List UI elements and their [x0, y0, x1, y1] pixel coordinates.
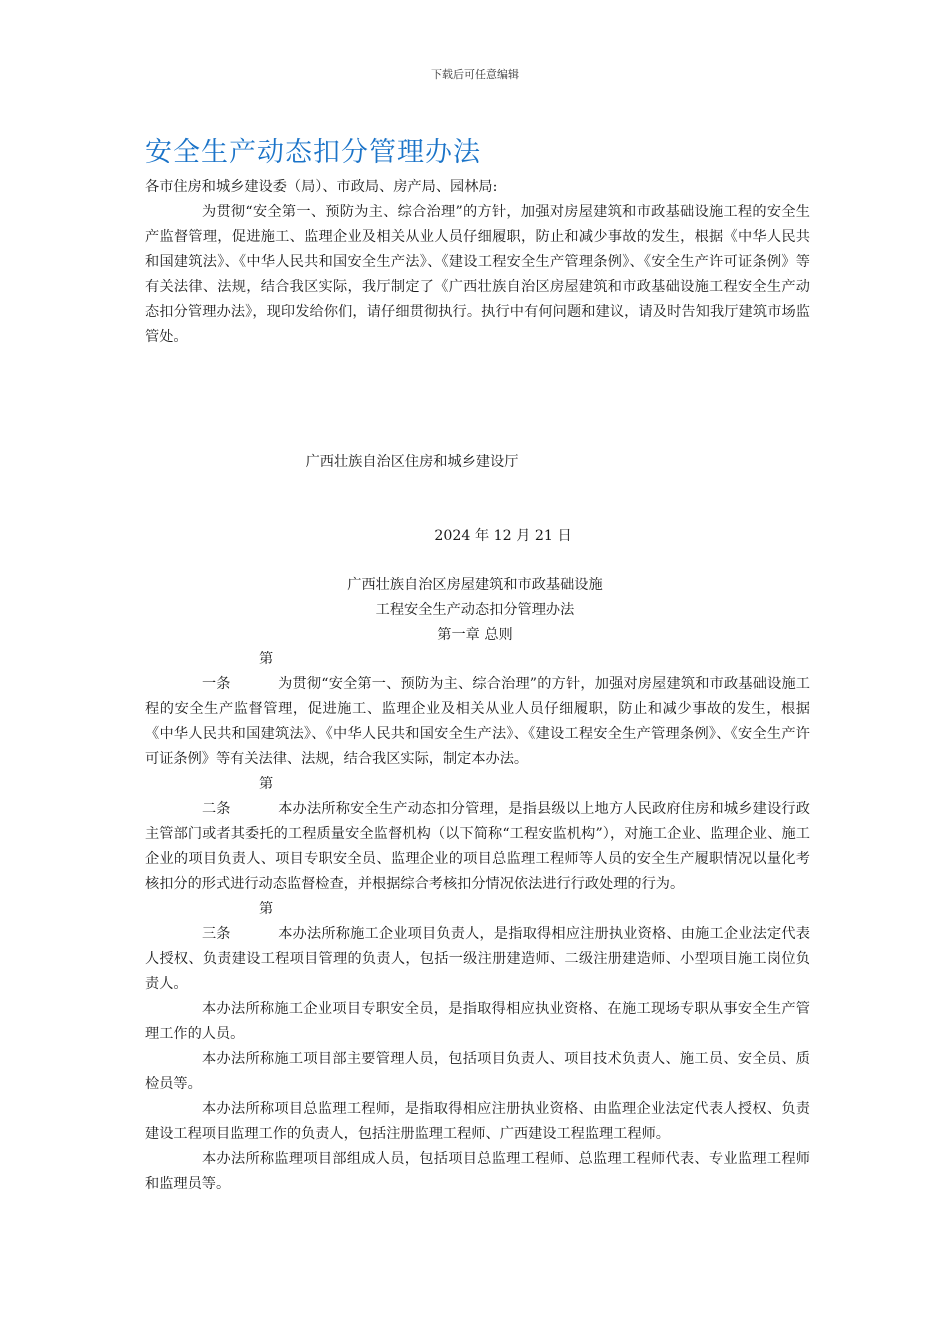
article-text: 本办法所称安全生产动态扣分管理，是指县级以上地方人民政府住房和城乡建设行政主管部门或者其委托的工程质量安全监督机构（以下简称“工程安监机构”），对施工企业、监理企业、施工企业的项目负责人、项目专职安全员、监理企业的项目总监理工程师等人员的安全生产履职情况以量化考核扣分的形式进行动态监督检查，并根据综合考核扣分情况依法进行行政处理的行为。: [145, 801, 810, 892]
article-text: 本办法所称施工企业项目负责人，是指取得相应注册执业资格、由施工企业法定代表人授权、负责建设工程项目管理的负责人，包括一级注册建造师、二级注册建造师、小型项目施工岗位负责人。: [145, 926, 810, 992]
article-number: 第三条: [202, 901, 274, 942]
regulation-title-line1: 广西壮族自治区房屋建筑和市政基础设施: [347, 577, 603, 593]
article-2: [145, 772, 810, 897]
article-3: [145, 897, 810, 997]
article-1: [145, 647, 810, 772]
notice-date: 2024 年 12 月 21 日: [434, 528, 572, 544]
notice-issuer: 广西壮族自治区住房和城乡建设厅: [305, 454, 519, 470]
definition-paragraph: 本办法所称施工项目部主要管理人员，包括项目负责人、项目技术负责人、施工员、安全员、质检员等。: [145, 1051, 810, 1092]
definition-paragraph: 本办法所称施工企业项目专职安全员，是指取得相应执业资格、在施工现场专职从事安全生产管理工作的人员。: [145, 1001, 810, 1042]
definition-paragraph: 本办法所称项目总监理工程师，是指取得相应注册执业资格、由监理企业法定代表人授权、负责建设工程项目监理工作的负责人，包括注册监理工程师、广西建设工程监理工程师。: [145, 1101, 810, 1142]
regulation-body: [145, 647, 810, 1197]
article-text: 为贯彻“安全第一、预防为主、综合治理”的方针，加强对房屋建筑和市政基础设施工程的安全生产监督管理，促进施工、监理企业及相关从业人员仔细履职，防止和减少事故的发生，根据《中华人民共和国建筑法》、《中华人民共和国安全生产法》、《建设工程安全生产管理条例》、《安全生产许可证条例》等有关法律、法规，结合我区实际，制定本办法。: [145, 676, 810, 767]
header-note: 下载后可任意编辑: [431, 68, 519, 81]
notice-body: 为贯彻“安全第一、预防为主、综合治理”的方针，加强对房屋建筑和市政基础设施工程的安全生产监督管理，促进施工、监理企业及相关从业人员仔细履职，防止和减少事故的发生，根据《中华人民共和国建筑法》、《中华人民共和国安全生产法》、《建设工程安全生产管理条例》、《安全生产许可证条例》等有关法律、法规，结合我区实际，我厅制定了《广西壮族自治区房屋建筑和市政基础设施工程安全生产动态扣分管理办法》，现印发给你们，请仔细贯彻执行。执行中有何问题和建议，请及时告知我厅建筑市场监管处。: [145, 204, 810, 345]
document-title: 安全生产动态扣分管理办法: [145, 137, 481, 168]
notice-section: [145, 175, 810, 350]
notice-addressee: 各市住房和城乡建设委（局）、市政局、房产局、园林局:: [145, 179, 498, 195]
chapter-heading: 第一章 总则: [437, 627, 513, 643]
regulation-title-line2: 工程安全生产动态扣分管理办法: [375, 602, 575, 618]
definition-paragraph: 本办法所称监理项目部组成人员，包括项目总监理工程师、总监理工程师代表、专业监理工程师和监理员等。: [145, 1151, 810, 1192]
article-number: 第一条: [202, 651, 274, 692]
article-number: 第二条: [202, 776, 274, 817]
